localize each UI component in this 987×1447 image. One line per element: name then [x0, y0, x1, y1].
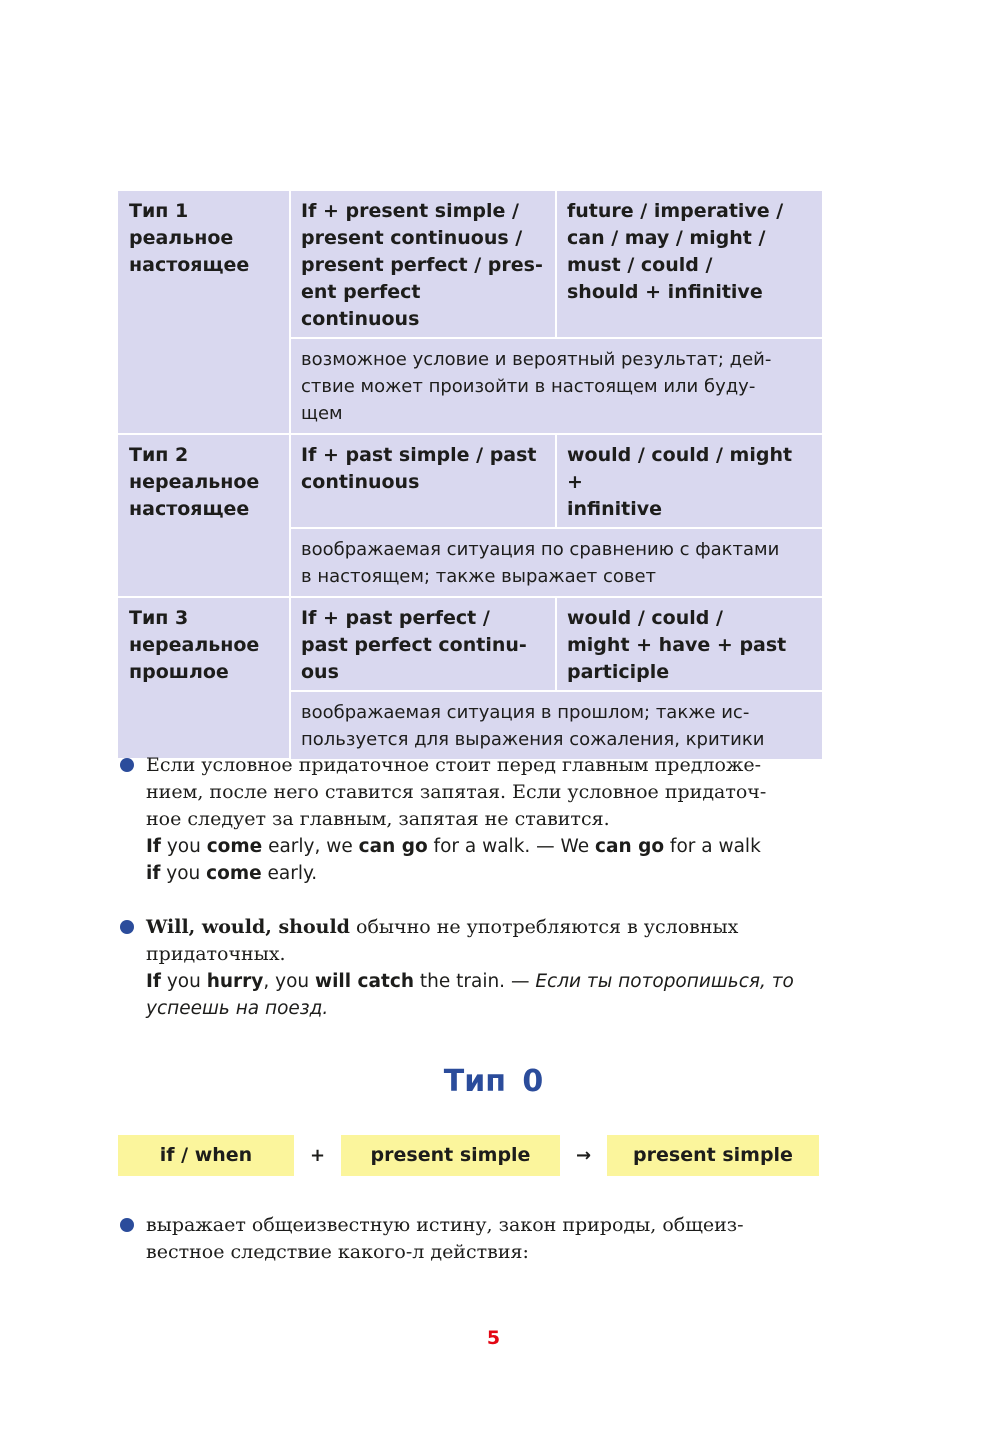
conditionals-table	[118, 191, 822, 760]
if-clause-text: If + present simple / present continuous / present perfect / pres- ent perfect continuous	[301, 200, 543, 330]
type-3-cell	[118, 597, 290, 759]
main-clause-text: future / imperative / can / may / might / must / could / should + infinitive	[567, 200, 784, 303]
example: If you hurry, you will catch the train. — Если ты поторопишься, то успеешь на поезд.	[146, 971, 794, 1019]
page-number: 5	[486, 1327, 501, 1349]
type-label: Тип 3 нереальное прошлое	[129, 607, 260, 683]
main-clause-cell	[556, 597, 822, 691]
type-2-cell	[118, 434, 290, 597]
meaning-text: воображаемая ситуация по сравнению с фактами в настоящем; также выражает совет	[301, 539, 780, 587]
rule-text: выражает общеизвестную истину, закон природы, общеиз- вестное следствие какого-л действия:	[146, 1214, 744, 1263]
bullet-icon	[120, 920, 134, 934]
main-clause-cell	[556, 191, 822, 338]
if-clause-text: If + past simple / past continuous	[301, 444, 537, 493]
formula-if-when: if / when	[118, 1135, 294, 1176]
example-translation: Если ты поторопишься, то успеешь на поезд.	[146, 971, 794, 1019]
arrow-icon: →	[575, 1145, 592, 1166]
if-clause-cell	[290, 191, 556, 338]
main-clause-cell	[556, 434, 822, 528]
meaning-cell	[290, 528, 822, 597]
table-row	[118, 191, 822, 338]
example: If you come early, we can go for a walk. — We can go for a walk if you come early.	[146, 836, 761, 884]
main-clause-text: would / could / might + have + past participle	[567, 607, 787, 683]
type-label: Тип 1 реальное настоящее	[129, 200, 250, 276]
section-title: Тип 0	[443, 1064, 544, 1099]
rule-will-would	[118, 914, 822, 1022]
type-1-cell	[118, 191, 290, 434]
if-clause-cell	[290, 434, 556, 528]
formula-condition: present simple	[341, 1135, 560, 1176]
bullet-icon	[120, 758, 134, 772]
table-row	[118, 597, 822, 691]
main-clause-text: would / could / might + infinitive	[567, 444, 793, 520]
rule-comma	[118, 752, 822, 887]
meaning-cell	[290, 691, 822, 759]
if-clause-cell	[290, 597, 556, 691]
if-clause-text: If + past perfect / past perfect continu- ous	[301, 607, 527, 683]
meaning-text: возможное условие и вероятный результат; дей- ствие может произойти в настоящем или буду- щем	[301, 349, 772, 424]
meaning-cell	[290, 338, 822, 434]
type-label: Тип 2 нереальное настоящее	[129, 444, 260, 520]
formula-result: present simple	[607, 1135, 819, 1176]
plus-sign: +	[309, 1145, 326, 1166]
meaning-text: воображаемая ситуация в прошлом; также ис- пользуется для выражения сожаления, критики	[301, 702, 765, 750]
table-row	[118, 434, 822, 528]
rule-text: Will, would, should обычно не употребляются в условных придаточных.	[146, 916, 739, 965]
rule-type0	[118, 1212, 822, 1266]
rule-text: Если условное придаточное стоит перед главным предложе- нием, после него ставится запятая. Если условное придаточ- ное следует за главным, запятая не ставится.	[146, 754, 767, 830]
bullet-icon	[120, 1218, 134, 1232]
